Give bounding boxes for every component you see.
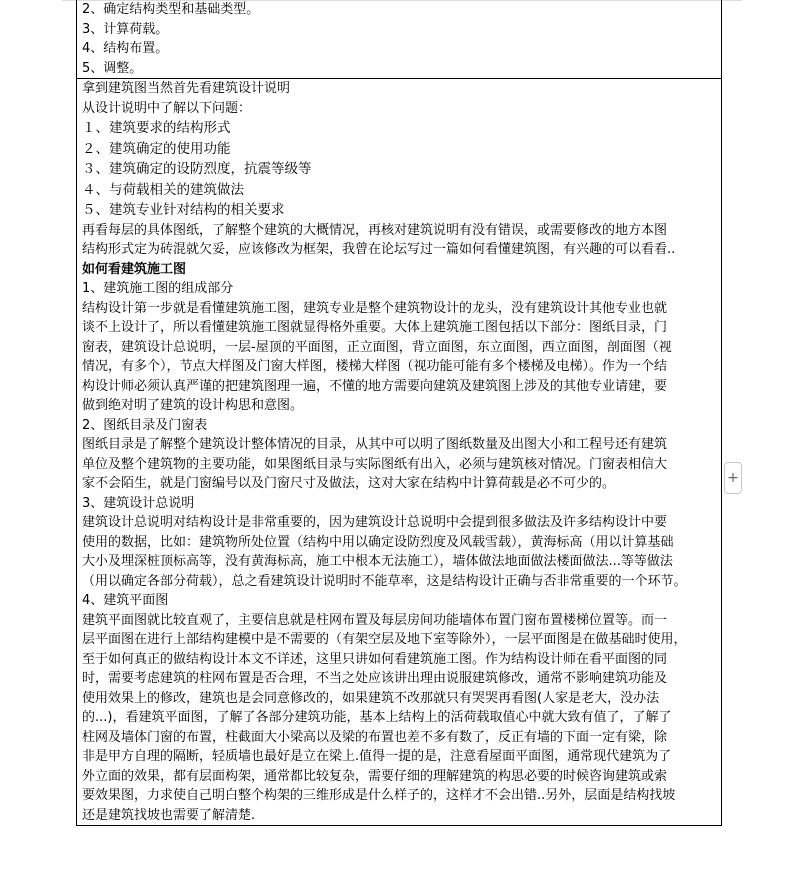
question-item: １、建筑要求的结构形式: [82, 120, 231, 136]
paragraph-line: 家不会陌生，就是门窗编号以及门窗尺寸及做法，这对大家在结构中计算荷载是必不可少的。: [82, 476, 616, 491]
paragraph-line: 柱网及墙体门窗的布置，柱截面大小梁高以及梁的布置也差不多有数了，反正有墙的下面一定有梁，除: [82, 729, 668, 745]
subsection-title: 3、建筑设计总说明: [82, 495, 195, 511]
paragraph-line: 情况，有多个），节点大样图及门窗大样图，楼梯大样图（视功能可能有多个楼梯及电梯）。作为一个结: [82, 359, 668, 374]
document-table: [76, 0, 722, 826]
paragraph-line: 图纸目录是了解整个建筑设计整体情况的目录，从其中可以明了图纸数量及出图大小和工程号还有建筑: [82, 437, 668, 452]
paragraph-line: 至于如何真正的做结构设计本文不详述，这里只讲如何看建筑施工图。作为结构设计师在看平面图的同: [82, 651, 668, 667]
subsection-title: 4、建筑平面图: [82, 593, 169, 608]
section-heading: 如何看建筑施工图: [82, 261, 187, 277]
question-item: ２、建筑确定的使用功能: [82, 140, 231, 157]
paragraph-line: 的...)，看建筑平面图，了解了各部分建筑功能，基本上结构上的活荷载取值心中就大致有值了，了解了: [82, 710, 672, 725]
paragraph-line: 结构形式定为砖混就欠妥，应该修改为框架，我曾在论坛写过一篇如何看懂建筑图，有兴趣的可以看看..: [82, 242, 676, 257]
question-item: ３、建筑确定的设防烈度，抗震等级等: [82, 161, 312, 177]
step-line: 3、计算荷载。: [82, 21, 169, 37]
paragraph-line: 谈不上设计了，所以看懂建筑施工图就显得格外重要。大体上建筑施工图包括以下部分：图纸目录，门: [82, 320, 668, 335]
paragraph-line: 做到绝对明了建筑的设计构思和意图。: [82, 398, 304, 413]
paragraph-line: 结构设计第一步就是看懂建筑施工图，建筑专业是整个建筑物设计的龙头，没有建筑设计其他专业也就: [82, 300, 668, 316]
paragraph-line: 窗表，建筑设计总说明，一层-屋顶的平面图，正立面图，背立面图，东立面图，西立面图，剖面图（视: [82, 339, 672, 355]
paragraph-line: 非是甲方自理的隔断，轻质墙也最好是立在梁上.值得一提的是，注意看屋面平面图，通常现代建筑为了: [82, 749, 672, 764]
paragraph-line: 大小及埋深桩顶标高等，没有黄海标高，施工中根本无法施工），墙体做法地面做法楼面做法...等等做法: [82, 554, 673, 569]
paragraph-line: 时，需要考虑建筑的柱网布置是否合理，不当之处应该讲出理由说服建筑修改，通常不影响建筑功能及: [82, 671, 668, 686]
paragraph-line: 还是建筑找坡也需要了解清楚.: [82, 807, 256, 823]
paragraph-line: 层平面图在进行上部结构建模中是不需要的（有架空层及地下室等除外），一层平面图是在做基础时使用，: [82, 632, 687, 647]
expand-button[interactable]: +: [724, 462, 742, 494]
question-item: ５、建筑专业针对结构的相关要求: [82, 202, 285, 218]
paragraph-line: 再看每层的具体图纸，了解整个建筑的大概情况，再核对建筑说明有没有错误，或需要修改的地方本图: [82, 222, 668, 238]
question-item: ４、与荷载相关的建筑做法: [82, 181, 244, 198]
step-line: 2、确定结构类型和基础类型。: [82, 2, 260, 17]
paragraph-line: （用以确定各部分荷载），总之看建筑设计说明时不能草率，这是结构设计正确与否非常重要的一个环节。: [82, 573, 687, 589]
paragraph-line: 使用的数据，比如：建筑物所处位置（结构中用以确定设防烈度及风载雪载），黄海标高（用以计算基础: [82, 534, 674, 550]
paragraph-line: 建筑平面图就比较直观了，主要信息就是柱网布置及每层房间功能墙体布置门窗布置楼梯位置等。而一: [82, 612, 668, 628]
paragraph-line: 要效果图，力求使自己明白整个构架的三维形成是什么样子的，这样才不会出错..另外，层面是结构找坡: [82, 788, 676, 803]
intro-line: 从设计说明中了解以下问题：: [82, 100, 252, 116]
intro-line: 拿到建筑图当然首先看建筑设计说明: [82, 81, 291, 96]
paragraph-line: 建筑设计总说明对结构设计是非常重要的，因为建筑设计总说明中会提到很多做法及许多结构设计中要: [82, 515, 668, 530]
steps-cell: [77, 0, 722, 79]
paragraph-line: 外立面的效果，都有层面构架，通常都比较复杂，需要仔细的理解建筑的构思必要的时候咨询建筑或索: [82, 768, 668, 784]
steps-row: [77, 0, 722, 79]
content-row: [77, 79, 722, 826]
subsection-title: 2、图纸目录及门窗表: [82, 417, 208, 433]
content-cell: [77, 79, 722, 826]
step-line: 4、结构布置。: [82, 41, 169, 56]
subsection-title: 1、建筑施工图的组成部分: [82, 281, 234, 296]
paragraph-line: 构设计师必须认真严谨的把建筑图理一遍，不懂的地方需要向建筑及建筑图上涉及的其他专业请建，要: [82, 378, 668, 394]
paragraph-line: 使用效果上的修改，建筑也是会同意修改的，如果建筑不改那就只有哭哭再看图(人家是老大，没办法: [82, 690, 660, 706]
paragraph-line: 单位及整个建筑物的主要功能，如果图纸目录与实际图纸有出入，必须与建筑核对情况。门窗表相信大: [82, 456, 668, 472]
step-line: 5、调整。: [82, 60, 143, 76]
